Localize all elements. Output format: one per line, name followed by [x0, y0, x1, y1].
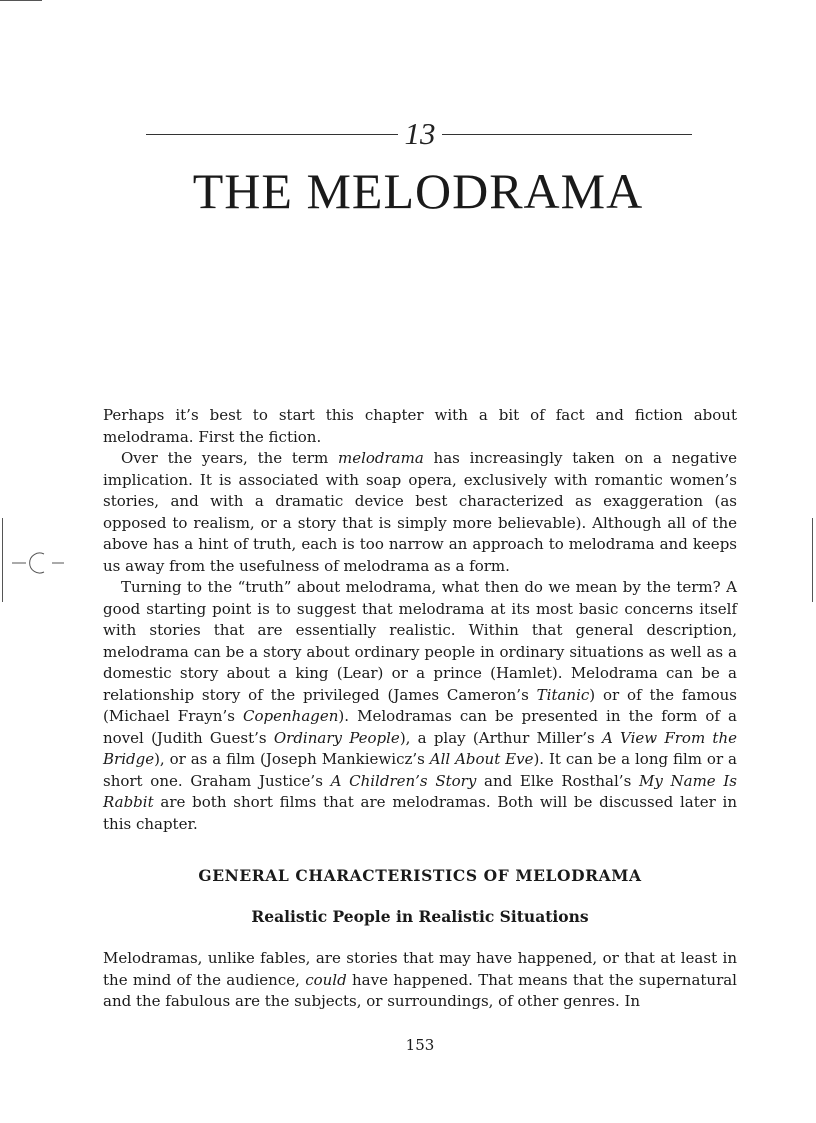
chapter-number-line	[146, 116, 692, 156]
paragraph: Melodramas, unlike fables, are stories that may have happened, or that at least in the mind of the audience, could have happened. That means that the supernatural and the fabulous are the subjects, or surroundings, of other genres. In	[103, 949, 737, 1010]
chapter-rule-right	[442, 134, 692, 135]
section-subheading: Realistic People in Realistic Situations	[251, 907, 589, 926]
chapter-number: 13	[404, 116, 436, 151]
intro-text	[103, 405, 737, 835]
chapter-title: THE MELODRAMA	[192, 163, 644, 219]
crop-mark-right	[812, 518, 813, 602]
crop-mark-left	[2, 518, 3, 602]
paragraph: Turning to the “truth” about melodrama, what then do we mean by the term? A good starting point is to suggest that melodrama at its most basic concerns itself with stories that are essentially realistic. Within that general description, melodrama can be a story about ordinary people in ordinary situations as well as a domestic story about a king (Lear) or a prince (Hamlet). Melodrama can be a relationship story of the privileged (James Cameron’s Titanic) or of the famous (Michael Frayn’s Copenhagen). Melodramas can be presented in the form of a novel (Judith Guest’s Ordinary People), a play (Arthur Miller’s A View From the Bridge), or as a film (Joseph Mankiewicz’s All About Eve). It can be a long film or a short one. Graham Justice’s A Children’s Story and Elke Rosthal’s My Name Is Rabbit are both short films that are melodramas. Both will be discussed later in this chapter.	[103, 578, 737, 833]
registration-mark-icon	[4, 548, 66, 578]
chapter-rule-left	[146, 134, 398, 135]
paragraph: Perhaps it’s best to start this chapter with a bit of fact and fiction about melodrama. First the fiction.	[103, 406, 737, 446]
paragraph: Over the years, the term melodrama has increasingly taken on a negative implication. It is associated with soap opera, exclusively with romantic women’s stories, and with a dramatic device best characterized as exaggeration (as opposed to realism, or a story that is simply more believable). Although all of the above has a hint of truth, each is too narrow an approach to melodrama and keeps us away from the usefulness of melodrama as a form.	[103, 449, 737, 575]
crop-mark-top	[0, 0, 42, 1]
section-text	[103, 948, 737, 1013]
page-number: 153	[405, 1036, 435, 1054]
section-heading: GENERAL CHARACTERISTICS OF MELODRAMA	[198, 866, 642, 885]
